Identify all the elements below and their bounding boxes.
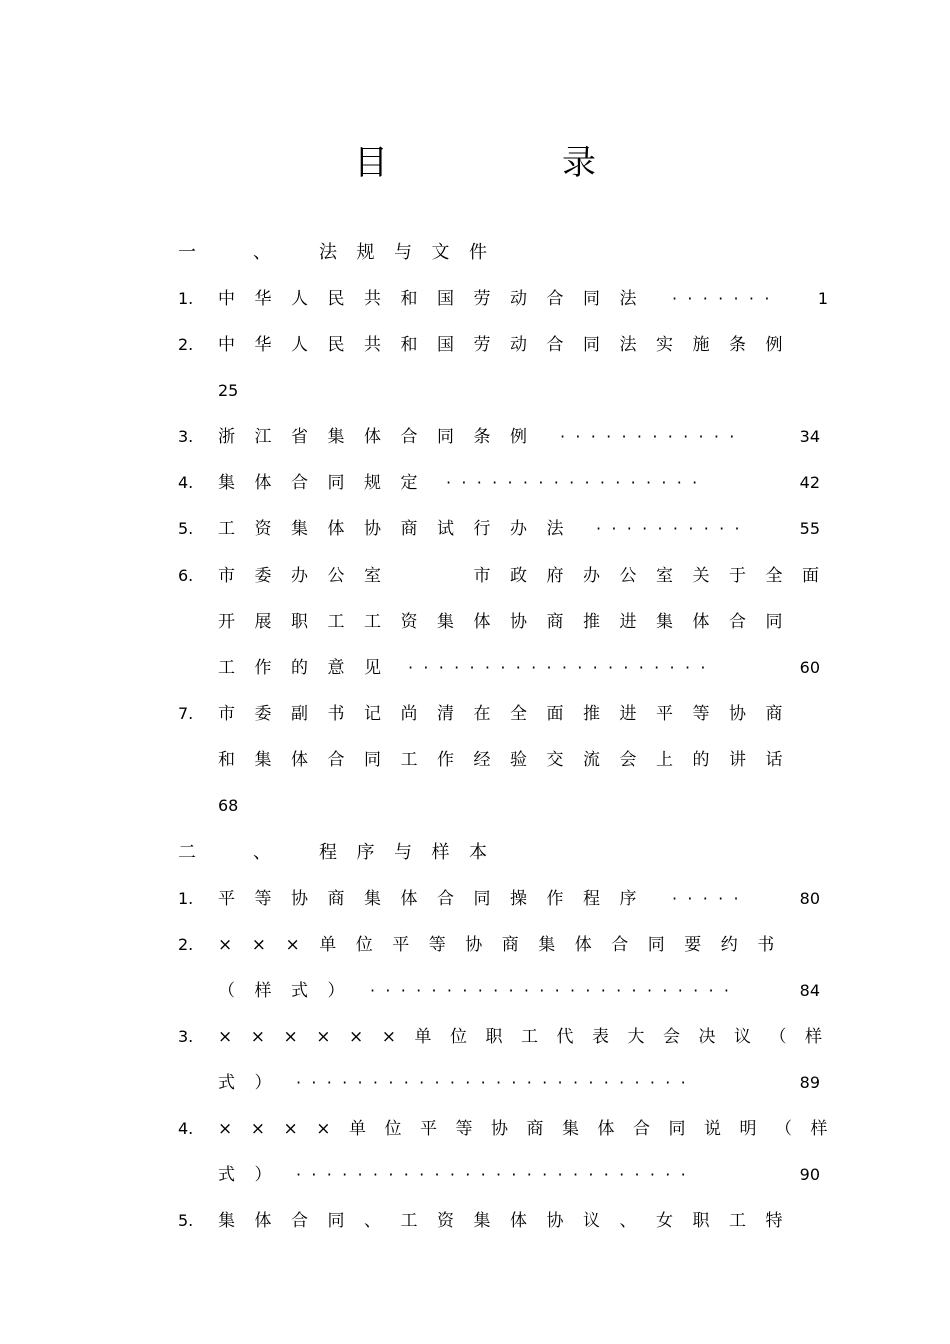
- section-heading: 一 、 法规与文件: [178, 242, 507, 263]
- page-number: 25: [218, 381, 239, 400]
- item-number: 2.: [178, 335, 194, 354]
- item-number: 5.: [178, 519, 194, 538]
- item-title: ××××××单位职工代表大会决议（样: [218, 1027, 841, 1047]
- item-title: 平等协商集体合同操作程序: [218, 889, 656, 909]
- item-number: 2.: [178, 935, 194, 954]
- leader-dots: ··························: [296, 1165, 697, 1184]
- page-number: 68: [218, 796, 239, 815]
- item-title-continued: 和集体合同工作经验交流会上的讲话: [218, 750, 802, 770]
- item-number: 3.: [178, 1027, 194, 1046]
- item-number: 1.: [178, 289, 194, 308]
- item-title: 工资集体协商试行办法: [218, 519, 583, 539]
- item-number: 4.: [178, 1119, 194, 1138]
- page-number: 84: [799, 981, 820, 1000]
- page-number: 89: [799, 1073, 820, 1092]
- item-title-continued: 式）: [218, 1165, 291, 1185]
- item-title-continued: 式）: [218, 1073, 291, 1093]
- page-number: 42: [799, 473, 820, 492]
- item-title-continued: 工作的意见: [218, 658, 401, 678]
- item-title: 浙江省集体合同条例: [218, 427, 547, 447]
- leader-dots: ············: [560, 427, 745, 446]
- leader-dots: ························: [370, 981, 740, 1000]
- item-title: 集体合同、工资集体协议、女职工特: [218, 1211, 802, 1231]
- item-number: 6.: [178, 566, 194, 585]
- item-title: 市委副书记尚清在全面推进平等协商: [218, 704, 802, 724]
- page-number: 55: [799, 519, 820, 538]
- page-number: 1: [817, 289, 828, 308]
- item-number: 3.: [178, 427, 194, 446]
- item-title: 中华人民共和国劳动合同法: [218, 289, 656, 309]
- item-number: 4.: [178, 473, 194, 492]
- leader-dots: ··························: [296, 1073, 697, 1092]
- leader-dots: ··········: [596, 519, 750, 538]
- item-title: 市委办公室 市政府办公室关于全面: [218, 566, 839, 586]
- leader-dots: ·····: [672, 889, 749, 908]
- leader-dots: ·······: [672, 289, 780, 308]
- section-heading: 二 、 程序与样本: [178, 842, 507, 863]
- item-title-continued: （样式）: [218, 981, 364, 1001]
- item-title: 中华人民共和国劳动合同法实施条例: [218, 335, 802, 355]
- page-number: 90: [799, 1165, 820, 1184]
- item-title: ×××单位平等协商集体合同要约书: [218, 935, 794, 955]
- item-number: 7.: [178, 704, 194, 723]
- page-title: 目 录: [354, 143, 666, 183]
- page-number: 80: [799, 889, 820, 908]
- item-number: 1.: [178, 889, 194, 908]
- leader-dots: ·················: [446, 473, 708, 492]
- item-title: ××××单位平等协商集体合同说明（样: [218, 1119, 846, 1139]
- item-title: 集体合同规定: [218, 473, 437, 493]
- item-number: 5.: [178, 1211, 194, 1230]
- page-number: 34: [799, 427, 820, 446]
- leader-dots: ····················: [408, 658, 716, 677]
- item-title-continued: 开展职工工资集体协商推进集体合同: [218, 612, 802, 632]
- page-number: 60: [799, 658, 820, 677]
